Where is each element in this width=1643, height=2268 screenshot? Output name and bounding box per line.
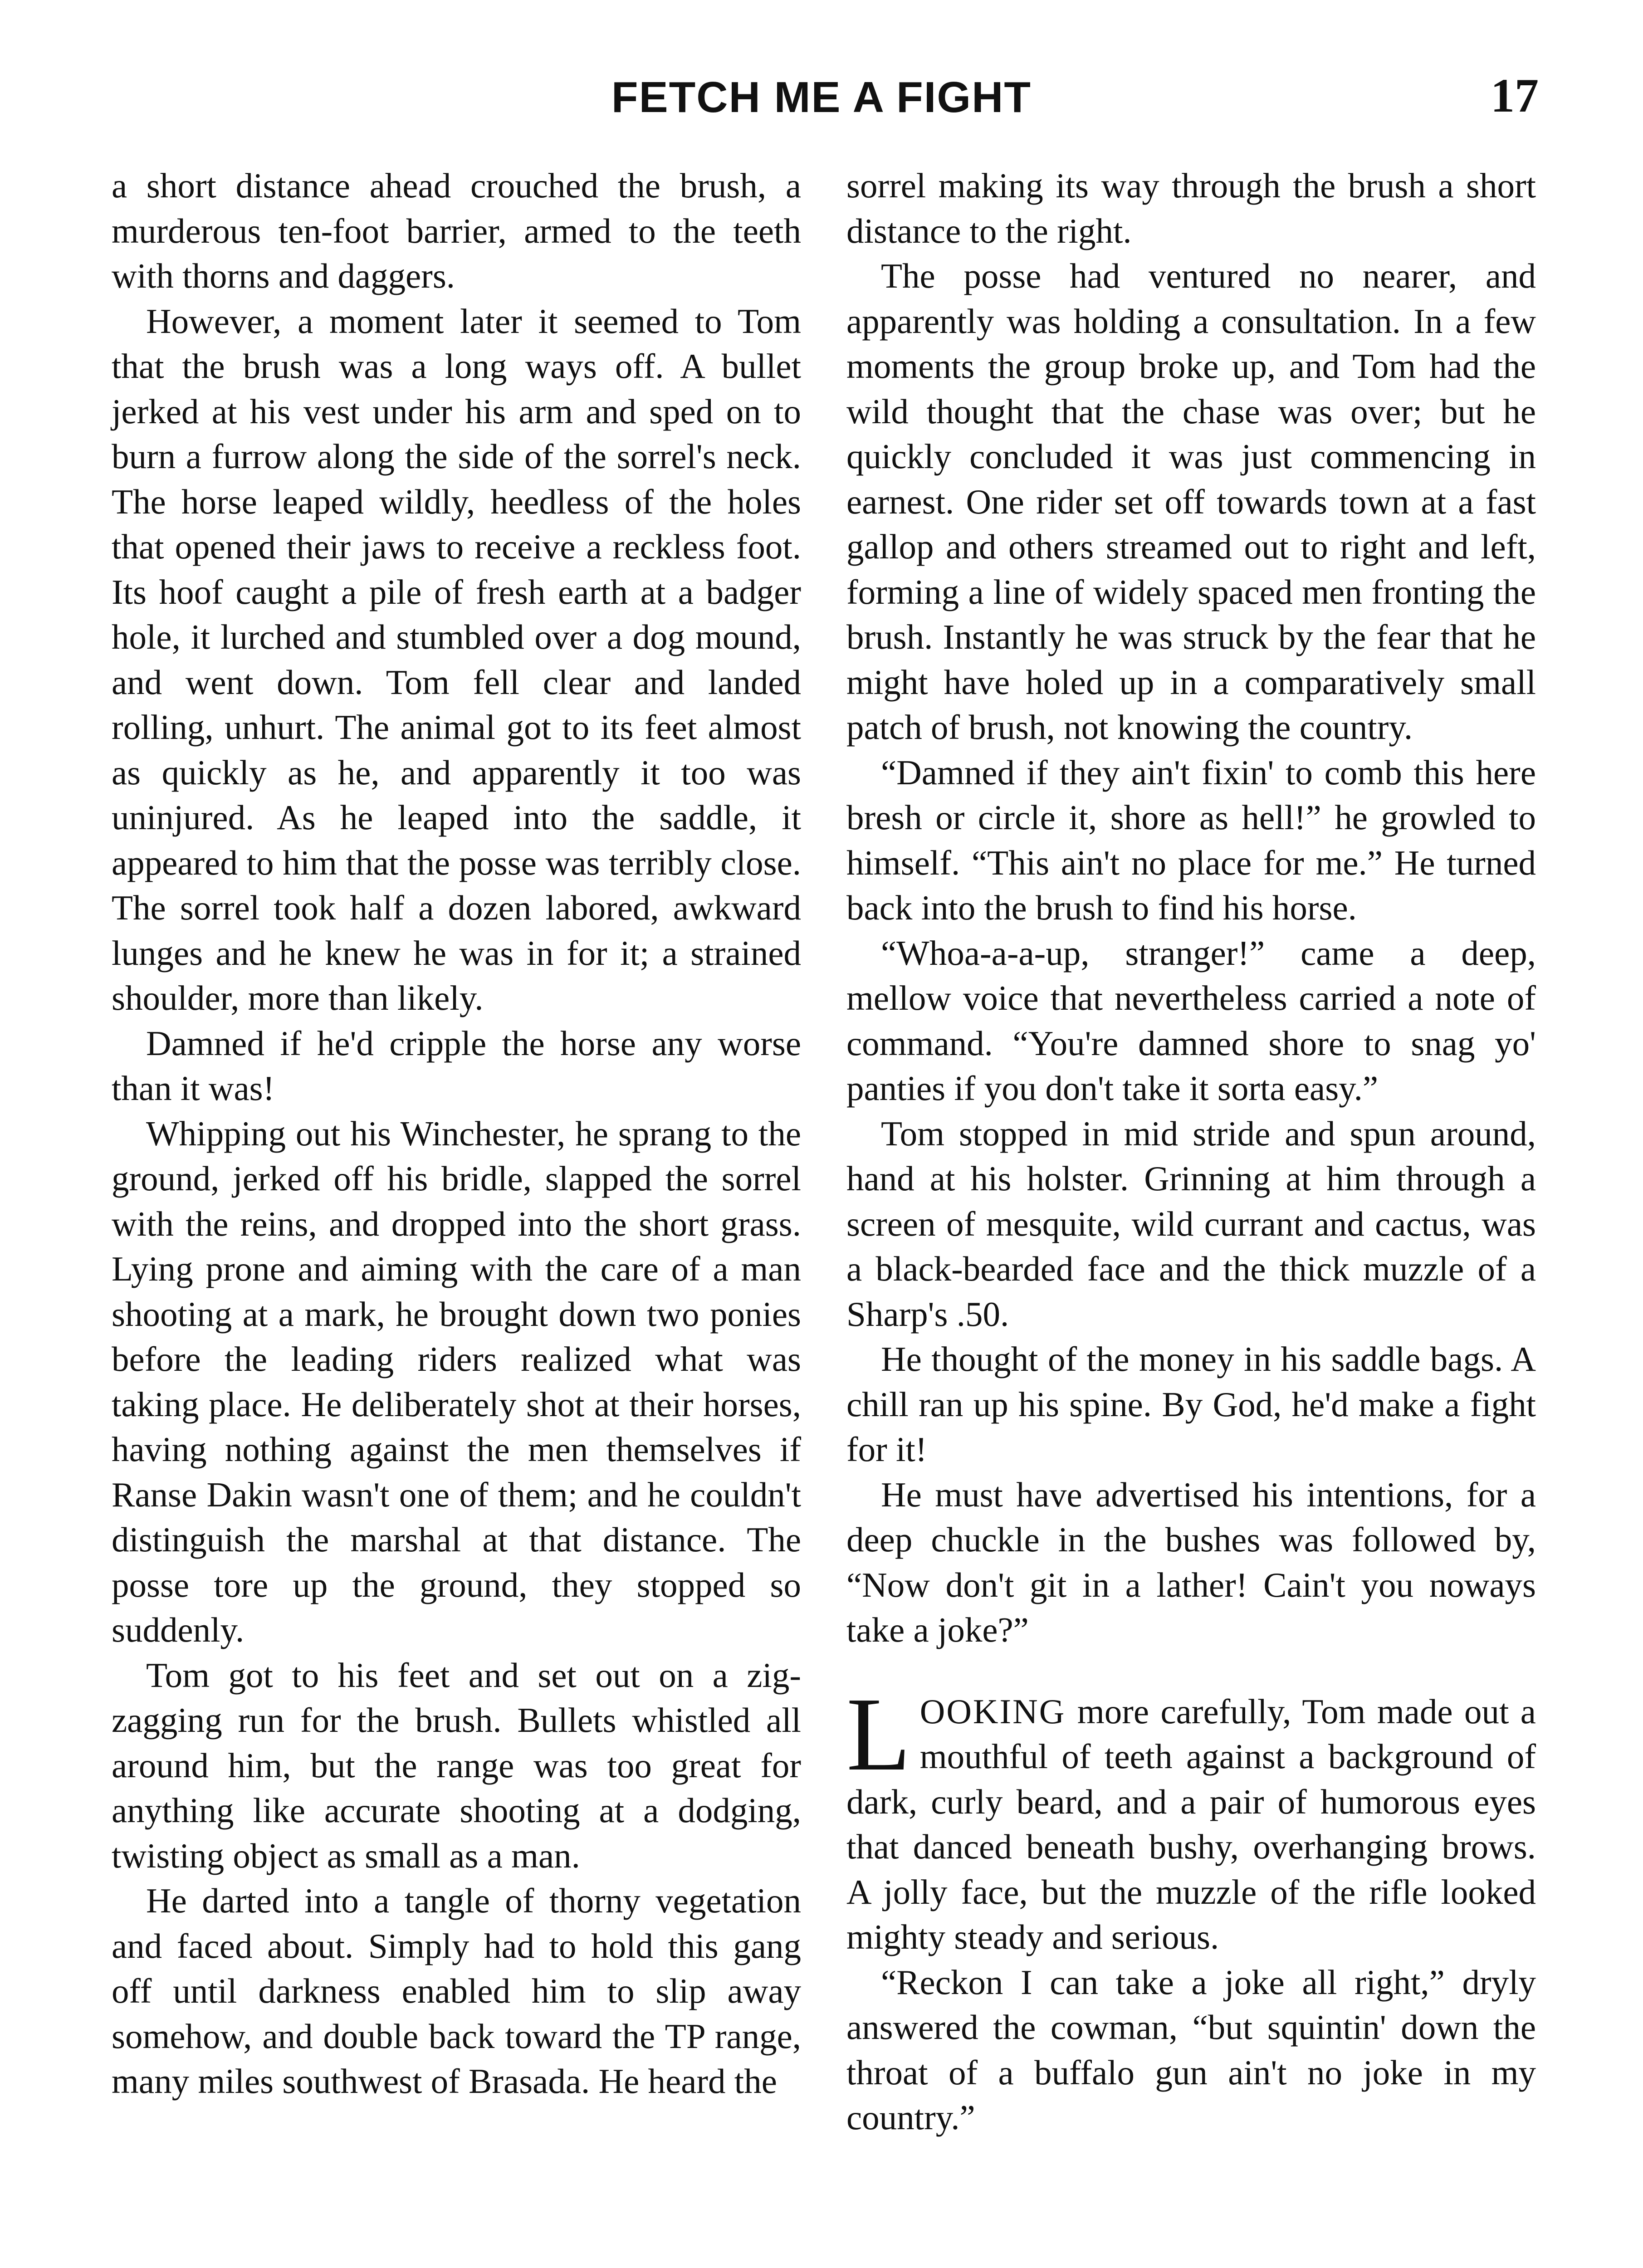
running-title: FETCH ME A FIGHT (611, 73, 1032, 122)
right-column (846, 163, 1536, 2141)
paragraph: Tom got to his feet and set out on a zig-zagging run for the brush. Bullets whistled all around him, but the range was too great for anything like accurate shooting at a dodging, twisting object as small as a man. (112, 1655, 801, 1875)
paragraph: Damned if he'd cripple the horse any worse than it was! (112, 1023, 801, 1108)
paragraph: “Reckon I can take a joke all right,” dryly answered the cowman, “but squintin' down the throat of a buffalo gun ain't no joke in my country.” (846, 1962, 1536, 2137)
page-header (0, 59, 1643, 132)
page-number: 17 (1491, 69, 1539, 122)
small-caps-lead: OOKING (919, 1691, 1066, 1731)
paragraph: a short distance ahead crouched the brush, a murderous ten-foot barrier, armed to the teeth with thorns and daggers. (112, 166, 801, 295)
paragraph: He thought of the money in his saddle bags. A chill ran up his spine. By God, he'd make a fight for it! (846, 1339, 1536, 1469)
paragraph: He darted into a tangle of thorny vegetation and faced about. Simply had to hold this gang off until darkness enabled him to slip away somehow, and double back toward the TP range, many miles southwest of Brasada. He heard the (112, 1881, 801, 2101)
paragraph: “Damned if they ain't fixin' to comb this here bresh or circle it, shore as hell!” he growled to himself. “This ain't no place for me.” He turned back into the brush to find his horse. (846, 753, 1536, 927)
paragraph: The posse had ventured no nearer, and apparently was holding a consultation. In a few moments the group broke up, and Tom had the wild thought that the chase was over; but he quickly concluded it was just commencing in earnest. One rider set off towards town at a fast gallop and others streamed out to right and left, forming a line of widely spaced men fronting the brush. Instantly he was struck by the fear that he might have holed up in a comparatively small patch of brush, not knowing the country. (846, 256, 1536, 747)
paragraph: Whipping out his Winchester, he sprang to the ground, jerked off his bridle, slapped the sorrel with the reins, and dropped into the short grass. Lying prone and aiming with the care of a man shooting at a mark, he brought down two ponies before the leading riders realized what was taking place. He deliberately shot at their horses, having nothing against the men themselves if Ranse Dakin wasn't one of them; and he couldn't distinguish the marshal at that distance. The posse tore up the ground, they stopped so suddenly. (112, 1114, 801, 1649)
paragraph: However, a moment later it seemed to Tom that the brush was a long ways off. A bullet jerked at his vest under his arm and sped on to burn a furrow along the side of the sorrel's neck. The horse leaped wildly, heedless of the holes that opened their jaws to receive a reckless foot. Its hoof caught a pile of fresh earth at a badger hole, it lurched and stumbled over a dog mound, and went down. Tom fell clear and landed rolling, unhurt. The animal got to its feet almost as quickly as he, and apparently it too was uninjured. As he leaped into the saddle, it appeared to him that the posse was terribly close. The sorrel took half a dozen labored, awkward lunges and he knew he was in for it; a strained shoulder, more than likely. (112, 301, 801, 1017)
left-column (112, 163, 801, 2104)
section-start-paragraph (846, 1676, 1536, 1960)
paragraph: Tom stopped in mid stride and spun around, hand at his holster. Grinning at him through a screen of mesquite, wild currant and cactus, was a black-bearded face and the thick muzzle of a Sharp's .50. (846, 1114, 1536, 1334)
drop-cap: L (846, 1676, 911, 1793)
paragraph-text: more carefully, Tom made out a mouthful of teeth against a background of dark, curly beard, and a pair of humorous eyes that danced beneath bushy, overhanging brows. A jolly face, but the muzzle of the rifle looked mighty steady and serious. (846, 1691, 1536, 1956)
paragraph: sorrel making its way through the brush a short distance to the right. (846, 166, 1536, 250)
paragraph: He must have advertised his intentions, for a deep chuckle in the bushes was followed by, “Now don't git in a lather! Cain't you noways take a joke?” (846, 1475, 1536, 1649)
paragraph: “Whoa-a-a-up, stranger!” came a deep, mellow voice that nevertheless carried a note of command. “You're damned shore to snag yo' panties if you don't take it sorta easy.” (846, 933, 1536, 1108)
